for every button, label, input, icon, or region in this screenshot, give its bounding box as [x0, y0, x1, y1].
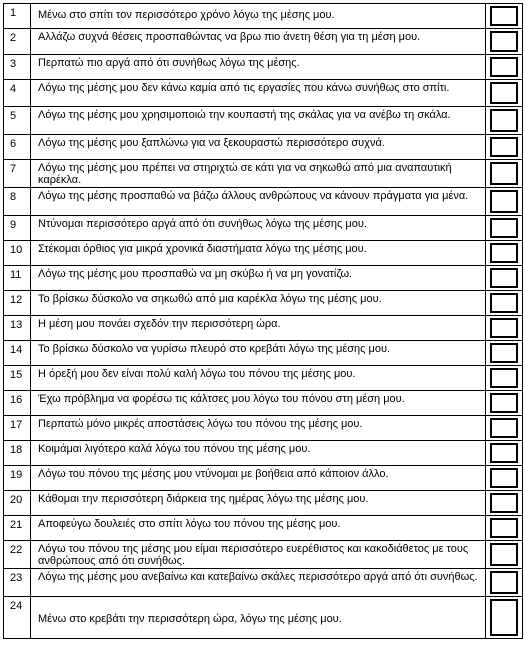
checkbox-cell — [486, 80, 523, 107]
questionnaire-row — [4, 160, 523, 188]
item-statement: Στέκομαι όρθιος για μικρά χρονικά διαστήματα λόγω της μέσης μου. — [31, 241, 486, 266]
checkbox-cell — [486, 316, 523, 341]
item-checkbox[interactable] — [490, 518, 518, 538]
checkbox-cell — [486, 216, 523, 241]
item-statement: Λόγω της μέσης μου ανεβαίνω και κατεβαίνω σκάλες περισσότερο αργά από ότι συνήθως. — [31, 569, 486, 597]
item-number: 9 — [4, 216, 31, 241]
item-number: 10 — [4, 241, 31, 266]
item-statement: Κοιμάμαι λιγότερο καλά λόγω του πόνου της μέσης μου. — [31, 441, 486, 466]
item-statement: Λόγω της μέσης προσπαθώ να βάζω άλλους ανθρώπους να κάνουν πράγματα για μένα. — [31, 188, 486, 216]
item-checkbox[interactable] — [490, 82, 518, 104]
item-checkbox[interactable] — [490, 190, 518, 213]
item-number: 5 — [4, 107, 31, 135]
item-statement: Περπατώ πιο αργά από ότι συνήθως λόγω της μέσης. — [31, 55, 486, 80]
item-checkbox[interactable] — [490, 137, 518, 157]
checkbox-cell — [486, 4, 523, 29]
checkbox-cell — [486, 366, 523, 391]
questionnaire-row — [4, 107, 523, 135]
item-statement: Μένω στο σπίτι τον περισσότερο χρόνο λόγω της μέσης μου. — [31, 4, 486, 29]
checkbox-cell — [486, 55, 523, 80]
item-checkbox[interactable] — [490, 31, 518, 52]
questionnaire-row — [4, 466, 523, 491]
item-number: 22 — [4, 541, 31, 569]
checkbox-cell — [486, 266, 523, 291]
item-statement: Η όρεξή μου δεν είναι πολύ καλή λόγω του πόνου της μέσης μου. — [31, 366, 486, 391]
checkbox-cell — [486, 516, 523, 541]
checkbox-cell — [486, 541, 523, 569]
item-checkbox[interactable] — [490, 443, 518, 463]
item-number: 8 — [4, 188, 31, 216]
questionnaire-row — [4, 29, 523, 55]
item-number: 17 — [4, 416, 31, 441]
item-number: 23 — [4, 569, 31, 597]
item-checkbox[interactable] — [490, 243, 518, 263]
questionnaire-row — [4, 266, 523, 291]
item-statement: Αλλάζω συχνά θέσεις προσπαθώντας να βρω πιο άνετη θέση για τη μέση μου. — [31, 29, 486, 55]
questionnaire-row — [4, 391, 523, 416]
item-statement: Η μέση μου πονάει σχεδόν την περισσότερη ώρα. — [31, 316, 486, 341]
item-checkbox[interactable] — [490, 418, 518, 438]
item-number: 12 — [4, 291, 31, 316]
item-statement: Λόγω της μέσης μου δεν κάνω καμία από τις εργασίες που κάνω συνήθως στο σπίτι. — [31, 80, 486, 107]
checkbox-cell — [486, 241, 523, 266]
item-checkbox[interactable] — [490, 543, 518, 566]
questionnaire-row — [4, 416, 523, 441]
item-statement: Έχω πρόβλημα να φορέσω τις κάλτσες μου λόγω του πόνου στη μέση μου. — [31, 391, 486, 416]
questionnaire-row — [4, 541, 523, 569]
questionnaire-row — [4, 366, 523, 391]
item-checkbox[interactable] — [490, 393, 518, 413]
item-checkbox[interactable] — [490, 493, 518, 513]
questionnaire-row — [4, 55, 523, 80]
item-checkbox[interactable] — [490, 109, 518, 132]
item-checkbox[interactable] — [490, 368, 518, 388]
checkbox-cell — [486, 291, 523, 316]
item-number: 13 — [4, 316, 31, 341]
questionnaire-row — [4, 341, 523, 366]
item-statement: Λόγω του πόνου της μέσης μου είμαι περισσότερο ευερέθιστος και κακοδιάθετος με τους ανθρώπους από ότι συνήθως. — [31, 541, 486, 569]
item-statement: Λόγω της μέσης μου χρησιμοποιώ την κουπαστή της σκάλας για να ανέβω τη σκάλα. — [31, 107, 486, 135]
item-statement: Μένω στο κρεβάτι την περισσότερη ώρα, λόγω της μέσης μου. — [31, 597, 486, 639]
questionnaire-row — [4, 241, 523, 266]
checkbox-cell — [486, 391, 523, 416]
item-number: 1 — [4, 4, 31, 29]
item-checkbox[interactable] — [490, 218, 518, 238]
questionnaire-row — [4, 188, 523, 216]
questionnaire-row — [4, 216, 523, 241]
checkbox-cell — [486, 491, 523, 516]
item-statement: Λόγω της μέσης μου προσπαθώ να μη σκύβω ή να μη γονατίζω. — [31, 266, 486, 291]
item-number: 4 — [4, 80, 31, 107]
item-number: 2 — [4, 29, 31, 55]
checkbox-cell — [486, 341, 523, 366]
questionnaire-row — [4, 491, 523, 516]
item-number: 24 — [4, 597, 31, 639]
checkbox-cell — [486, 188, 523, 216]
checkbox-cell — [486, 160, 523, 188]
item-number: 19 — [4, 466, 31, 491]
questionnaire-row — [4, 441, 523, 466]
item-checkbox[interactable] — [490, 162, 518, 185]
item-checkbox[interactable] — [490, 571, 518, 594]
item-number: 16 — [4, 391, 31, 416]
item-checkbox[interactable] — [490, 318, 518, 338]
questionnaire-row — [4, 516, 523, 541]
questionnaire-row — [4, 135, 523, 160]
questionnaire-row — [4, 569, 523, 597]
item-number: 11 — [4, 266, 31, 291]
questionnaire-row — [4, 316, 523, 341]
item-number: 21 — [4, 516, 31, 541]
item-checkbox[interactable] — [490, 343, 518, 363]
checkbox-cell — [486, 416, 523, 441]
questionnaire-row — [4, 80, 523, 107]
item-checkbox[interactable] — [490, 6, 518, 26]
item-checkbox[interactable] — [490, 599, 518, 636]
item-statement: Λόγω της μέσης μου πρέπει να στηριχτώ σε κάτι για να σηκωθώ από μια αναπαυτική καρέκλα. — [31, 160, 486, 188]
item-checkbox[interactable] — [490, 268, 518, 288]
checkbox-cell — [486, 597, 523, 639]
questionnaire-body — [4, 4, 523, 639]
item-number: 6 — [4, 135, 31, 160]
item-checkbox[interactable] — [490, 293, 518, 313]
questionnaire-table — [3, 3, 523, 639]
questionnaire-row — [4, 597, 523, 639]
checkbox-cell — [486, 135, 523, 160]
item-number: 15 — [4, 366, 31, 391]
item-statement: Το βρίσκω δύσκολο να γυρίσω πλευρό στο κρεβάτι λόγω της μέσης μου. — [31, 341, 486, 366]
item-number: 20 — [4, 491, 31, 516]
item-statement: Το βρίσκω δύσκολο να σηκωθώ από μια καρέκλα λόγω της μέσης μου. — [31, 291, 486, 316]
item-number: 18 — [4, 441, 31, 466]
item-checkbox[interactable] — [490, 57, 518, 77]
checkbox-cell — [486, 441, 523, 466]
checkbox-cell — [486, 569, 523, 597]
item-statement: Κάθομαι την περισσότερη διάρκεια της ημέρας λόγω της μέσης μου. — [31, 491, 486, 516]
item-statement: Ντύνομαι περισσότερο αργά από ότι συνήθως λόγω της μέσης μου. — [31, 216, 486, 241]
questionnaire-row — [4, 4, 523, 29]
item-statement: Λόγω της μέσης μου ξαπλώνω για να ξεκουραστώ περισσότερο συχνά. — [31, 135, 486, 160]
item-number: 14 — [4, 341, 31, 366]
item-checkbox[interactable] — [490, 468, 518, 488]
item-statement: Αποφεύγω δουλειές στο σπίτι λόγω του πόνου της μέσης μου. — [31, 516, 486, 541]
item-statement: Λόγω του πόνου της μέσης μου ντύνομαι με βοήθεια από κάποιον άλλο. — [31, 466, 486, 491]
item-number: 3 — [4, 55, 31, 80]
questionnaire-row — [4, 291, 523, 316]
checkbox-cell — [486, 107, 523, 135]
checkbox-cell — [486, 29, 523, 55]
item-number: 7 — [4, 160, 31, 188]
checkbox-cell — [486, 466, 523, 491]
item-statement: Περπατώ μόνο μικρές αποστάσεις λόγω του πόνου της μέσης μου. — [31, 416, 486, 441]
